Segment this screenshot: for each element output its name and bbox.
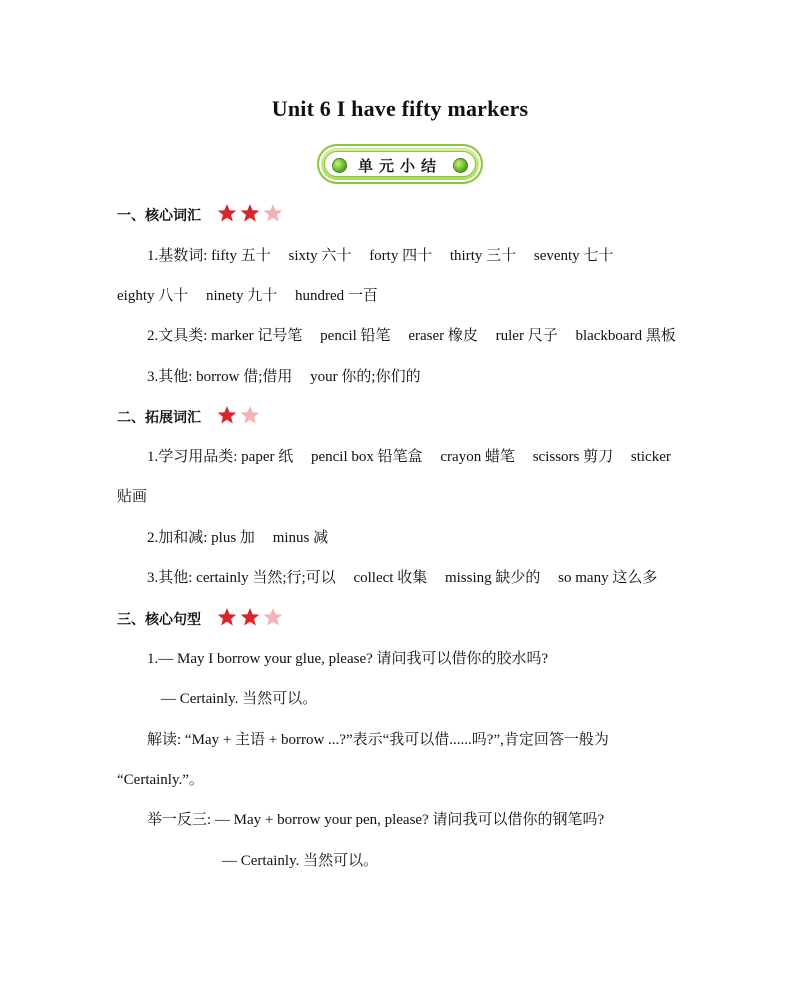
vocab-item: blackboard 黑板 (575, 328, 676, 344)
vocab-item: scissors 剪刀 (532, 449, 614, 465)
vocab-item: ruler 尺子 (495, 328, 558, 344)
section-heading-text: 三、核心句型 (117, 612, 201, 628)
section-heading-text: 一、核心词汇 (117, 208, 201, 224)
difficulty-stars (217, 405, 263, 431)
vocab-item: minus 减 (272, 530, 329, 546)
section-heading-core-sentences (117, 607, 286, 633)
vocab-line (147, 246, 613, 266)
vocab-item: hundred 一百 (295, 288, 378, 304)
vocab-line (147, 326, 676, 346)
explanation-text: 解读: “May + 主语 + borrow ...?”表示“我可以借......吗?”,肯定回答一般为 (147, 732, 609, 748)
vocab-line (147, 447, 671, 467)
star-icon (217, 607, 237, 627)
star-half-icon (240, 405, 260, 425)
vocab-item: 1.学习用品类: paper 纸 (147, 449, 294, 465)
vocab-item: 1.基数词: fifty 五十 (147, 248, 271, 264)
section-heading-extended-vocabulary (117, 405, 263, 431)
star-half-icon (263, 607, 283, 627)
vocab-item: collect 收集 (353, 570, 428, 586)
vocab-item: crayon 蜡笔 (440, 449, 515, 465)
vocab-line (147, 367, 421, 387)
star-half-icon (263, 203, 283, 223)
vocab-line (117, 286, 378, 306)
vocab-item: pencil 铅笔 (320, 328, 391, 344)
section-heading-core-vocabulary (117, 203, 286, 229)
vocab-item: 贴画 (117, 489, 148, 505)
star-icon (240, 203, 260, 223)
vocab-item: eighty 八十 (117, 288, 189, 304)
star-icon (240, 607, 260, 627)
vocab-item: sixty 六十 (288, 248, 352, 264)
difficulty-stars (217, 607, 286, 633)
page-title: Unit 6 I have fifty markers (271, 96, 529, 121)
vocab-item: so many 这么多 (558, 570, 658, 586)
section-heading-text: 二、拓展词汇 (117, 410, 201, 426)
vocab-item: missing 缺少的 (444, 570, 541, 586)
explanation-text-continued: “Certainly.”。 (117, 772, 204, 788)
vocab-item: sticker (630, 449, 671, 465)
vocab-item: 2.加和减: plus 加 (147, 530, 255, 546)
vocab-item: forty 四十 (369, 248, 433, 264)
star-icon (217, 405, 237, 425)
unit-summary-badge (317, 144, 483, 184)
vocab-line (117, 487, 147, 507)
practice-answer: — Certainly. 当然可以。 (222, 853, 379, 869)
badge-label: 单元小结 (357, 157, 442, 175)
difficulty-stars (217, 203, 286, 229)
vocab-item: 3.其他: borrow 借;借用 (147, 369, 293, 385)
vocab-item: your 你的;你们的 (310, 369, 421, 385)
vocab-item: thirty 三十 (449, 248, 517, 264)
sentence-answer: — Certainly. 当然可以。 (161, 691, 318, 707)
vocab-item: eraser 橡皮 (408, 328, 478, 344)
vocab-item: pencil box 铅笔盒 (310, 449, 423, 465)
vocab-item: 2.文具类: marker 记号笔 (147, 328, 303, 344)
vocab-item: seventy 七十 (533, 248, 614, 264)
vocab-item: 3.其他: certainly 当然;行;可以 (147, 570, 336, 586)
vocab-line (147, 568, 657, 588)
practice-question: 举一反三: — May + borrow your pen, please? 请问我可以借你的钢笔吗? (147, 812, 605, 828)
vocab-line (147, 528, 328, 548)
star-icon (217, 203, 237, 223)
sentence-question: 1.— May I borrow your glue, please? 请问我可以借你的胶水吗? (147, 651, 549, 667)
vocab-item: ninety 九十 (206, 288, 278, 304)
